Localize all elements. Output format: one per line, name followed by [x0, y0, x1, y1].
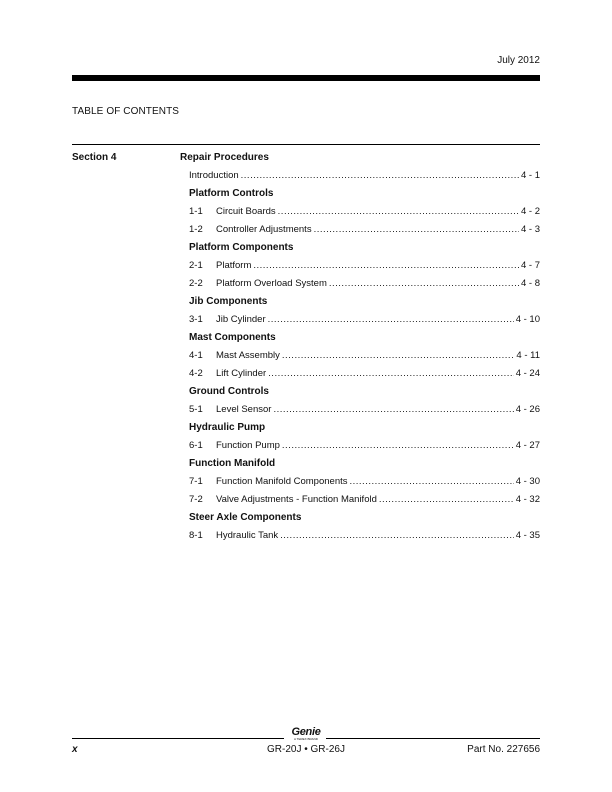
- toc-entry[interactable]: [180, 277, 540, 295]
- chapter-title: Repair Procedures: [180, 152, 269, 163]
- page-title: TABLE OF CONTENTS: [72, 106, 180, 117]
- entry-page: 4 - 24: [515, 368, 540, 379]
- entry-title: Jib Cylinder: [216, 314, 266, 325]
- entry-page: 4 - 30: [515, 476, 540, 487]
- group-title: Platform Components: [189, 242, 294, 253]
- genie-logo: [288, 726, 324, 741]
- group-title: Function Manifold: [189, 458, 276, 469]
- logo-wordmark: Genie: [291, 726, 321, 738]
- toc-entry[interactable]: [180, 259, 540, 277]
- entry-page: 4 - 32: [515, 494, 540, 505]
- footer-rule: [326, 738, 540, 739]
- footer-rule: [72, 738, 284, 739]
- entry-number: 4-1: [189, 350, 203, 361]
- entry-title: Function Pump: [216, 440, 280, 451]
- toc-entry[interactable]: [180, 529, 540, 547]
- entry-title: Lift Cylinder: [216, 368, 267, 379]
- toc-entry[interactable]: [180, 313, 540, 331]
- entry-number: 7-1: [189, 476, 203, 487]
- toc-entry[interactable]: [180, 475, 540, 493]
- group-title: Mast Components: [189, 332, 276, 343]
- entry-page: 4 - 8: [520, 278, 540, 289]
- entry-number: 1-1: [189, 206, 203, 217]
- entry-page: 4 - 26: [515, 404, 540, 415]
- entry-title: Function Manifold Components: [216, 476, 348, 487]
- entry-page: 4 - 11: [516, 350, 540, 361]
- entry-page: 4 - 1: [520, 170, 540, 181]
- group-title: Jib Components: [189, 296, 268, 307]
- entry-page: 4 - 7: [520, 260, 540, 271]
- entry-title: Introduction: [189, 170, 239, 181]
- toc-entry[interactable]: [180, 493, 540, 511]
- entry-title: Controller Adjustments: [216, 224, 312, 235]
- dot-leader: [241, 169, 519, 183]
- entry-page: 4 - 27: [515, 440, 540, 451]
- dot-leader: [253, 259, 519, 273]
- entry-number: 1-2: [189, 224, 203, 235]
- entry-title: Platform Overload System: [216, 278, 327, 289]
- divider: [72, 144, 540, 145]
- model-name: GR-20J • GR-26J: [267, 744, 345, 755]
- dot-leader: [329, 277, 519, 291]
- dot-leader: [350, 475, 514, 489]
- entry-number: 4-2: [189, 368, 203, 379]
- entry-title: Hydraulic Tank: [216, 530, 279, 541]
- section-label: Section 4: [72, 152, 117, 163]
- entry-title: Level Sensor: [216, 404, 272, 415]
- dot-leader: [278, 205, 519, 219]
- dot-leader: [282, 349, 515, 363]
- entry-title: Platform: [216, 260, 252, 271]
- entry-title: Valve Adjustments - Function Manifold: [216, 494, 377, 505]
- entry-page: 4 - 35: [515, 530, 540, 541]
- dot-leader: [268, 313, 514, 327]
- group-title: Platform Controls: [189, 188, 274, 199]
- group-title: Steer Axle Components: [189, 512, 302, 523]
- entry-page: 4 - 2: [520, 206, 540, 217]
- dot-leader: [280, 529, 514, 543]
- entry-page: 4 - 10: [515, 314, 540, 325]
- dot-leader: [273, 403, 513, 417]
- toc-entry[interactable]: [180, 223, 540, 241]
- page-number: x: [72, 744, 78, 755]
- dot-leader: [282, 439, 514, 453]
- dot-leader: [314, 223, 519, 237]
- group-title: Hydraulic Pump: [189, 422, 266, 433]
- entry-number: 8-1: [189, 530, 203, 541]
- dot-leader: [379, 493, 514, 507]
- toc-entry[interactable]: [180, 349, 540, 367]
- entry-number: 2-1: [189, 260, 203, 271]
- entry-number: 3-1: [189, 314, 203, 325]
- toc-entry-introduction[interactable]: [180, 169, 540, 187]
- entry-number: 6-1: [189, 440, 203, 451]
- entry-number: 5-1: [189, 404, 203, 415]
- logo-tagline: A TEREX BRAND: [294, 737, 318, 741]
- toc-entry[interactable]: [180, 367, 540, 385]
- toc-entry[interactable]: [180, 403, 540, 421]
- entry-page: 4 - 3: [520, 224, 540, 235]
- header-rule: [72, 75, 540, 81]
- group-title: Ground Controls: [189, 386, 269, 397]
- toc-entry[interactable]: [180, 439, 540, 457]
- entry-number: 2-2: [189, 278, 203, 289]
- header-date: July 2012: [497, 55, 540, 66]
- toc-entry[interactable]: [180, 205, 540, 223]
- entry-title: Mast Assembly: [216, 350, 280, 361]
- table-of-contents: [180, 151, 540, 547]
- part-number: Part No. 227656: [467, 744, 540, 755]
- dot-leader: [268, 367, 514, 381]
- entry-title: Circuit Boards: [216, 206, 276, 217]
- entry-number: 7-2: [189, 494, 203, 505]
